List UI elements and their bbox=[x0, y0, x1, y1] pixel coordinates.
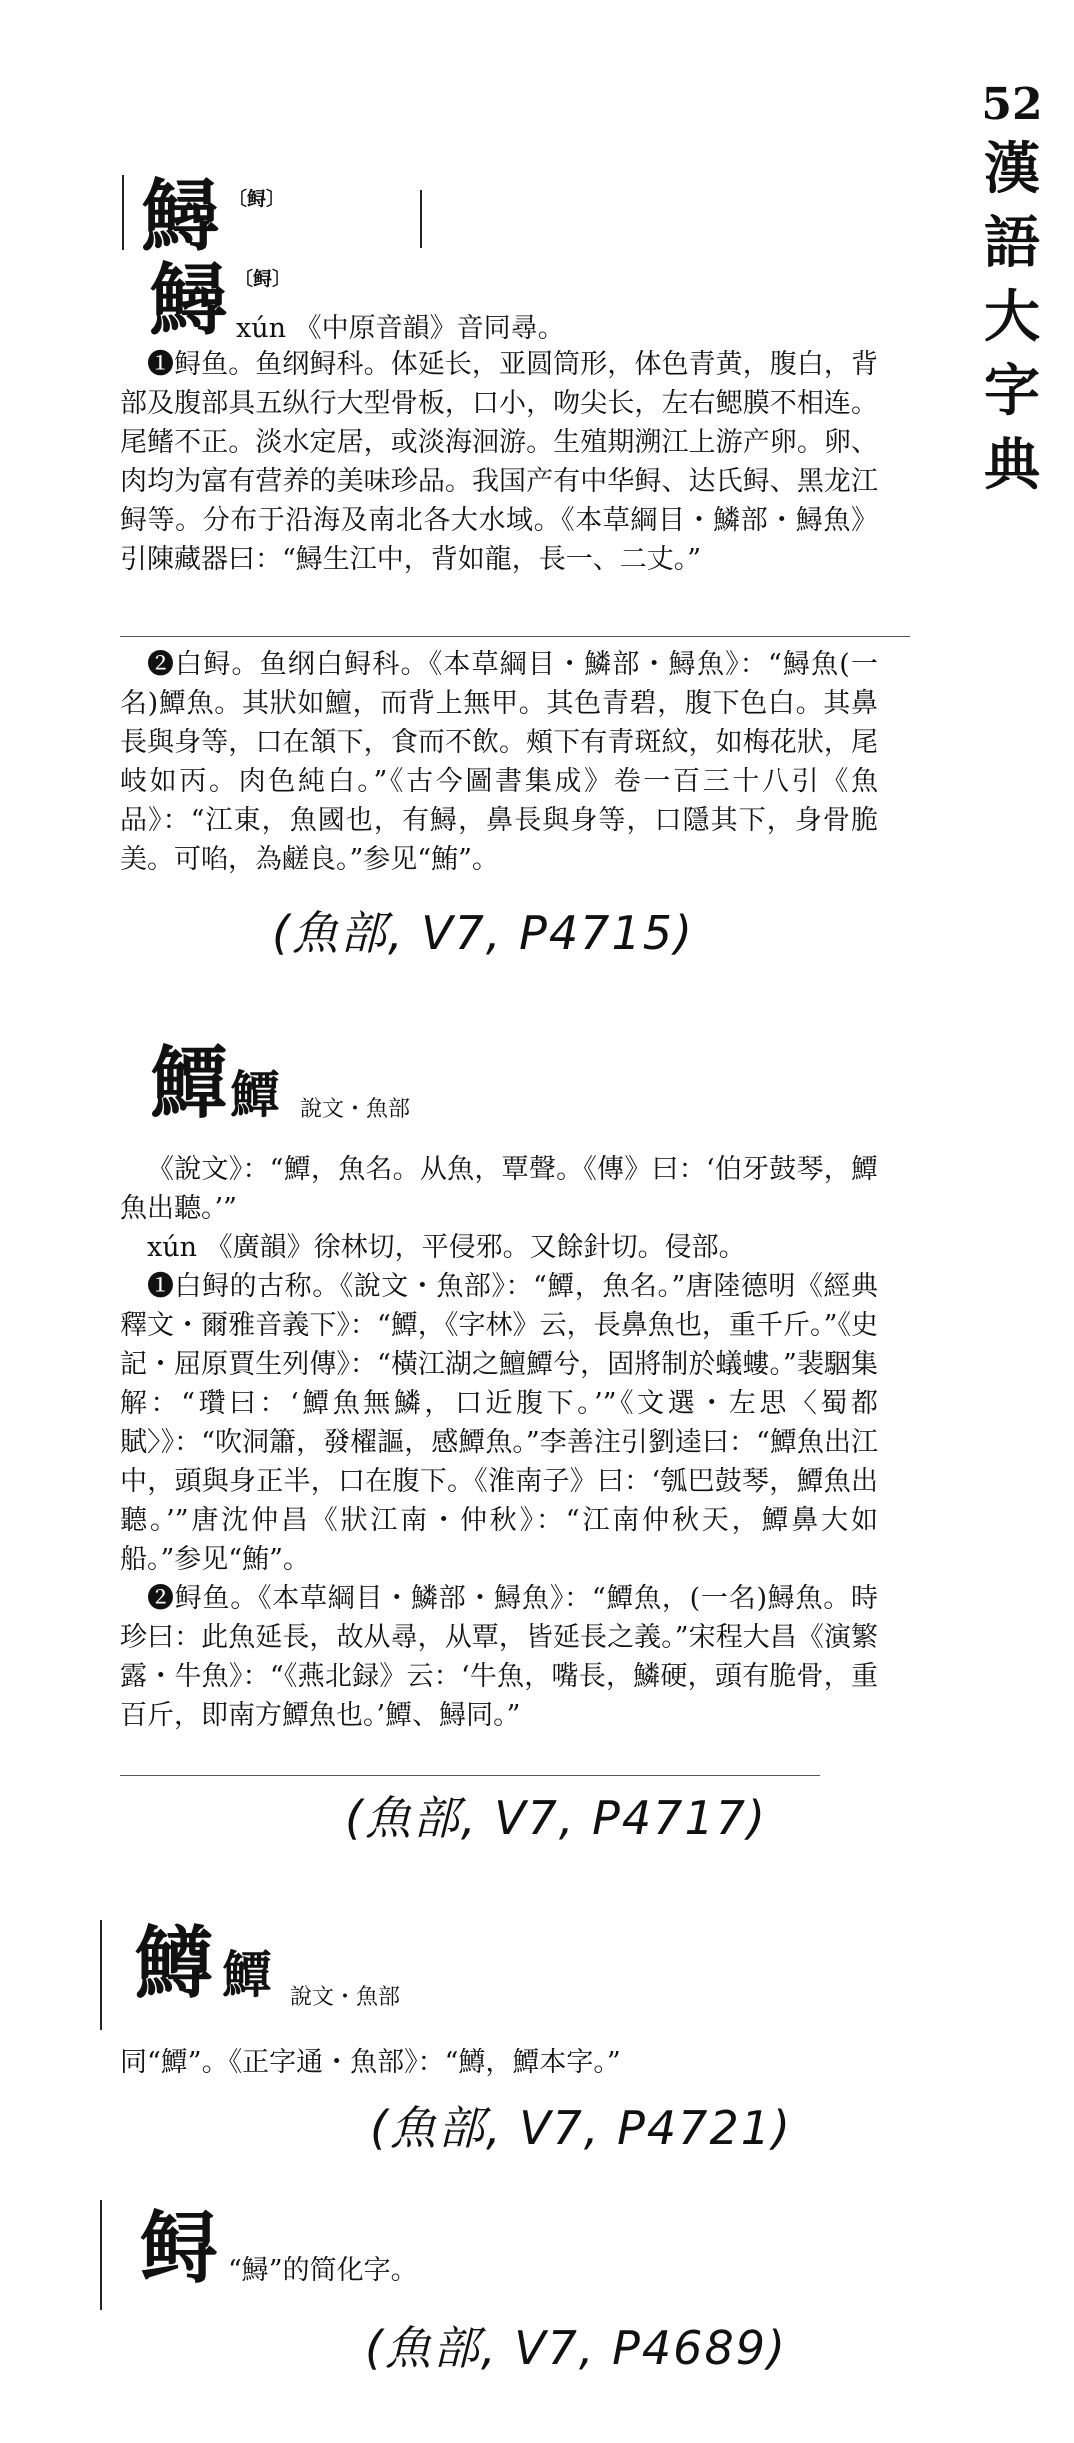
entry1-sense2: ❷白鲟。鱼纲白鲟科。《本草綱目・鱗部・鱘魚》：“鱘魚(一名)鱏魚。其狀如鱣，而背上無甲。其色青碧，腹下色白。其鼻長與身等，口在頷下，食而不飲。頰下有青斑紋，如梅花狀，尾岐如丙。肉色純白。”《古今圖書集成》卷一百三十八引《魚品》：“江東，魚國也，有鱘，鼻長與身等，口隱其下，身骨脆美。可啗，為鹺良。”参见“鮪”。 bbox=[120, 649, 878, 875]
book-title-char-5: 典 bbox=[984, 432, 1040, 498]
entry3-text: 同“鱏”。《正字通・魚部》：“鱒，鱏本字。” bbox=[120, 2047, 621, 2078]
clip-edge-right bbox=[420, 190, 422, 248]
entry1-handwritten-note: (魚部, V7, P4715) bbox=[272, 906, 694, 960]
entry3-headword: 鱒 bbox=[135, 1918, 214, 2009]
book-title-char-4: 字 bbox=[984, 358, 1040, 424]
page-header bbox=[972, 78, 1052, 502]
book-title-char-3: 大 bbox=[984, 284, 1040, 350]
entry3-source: 說文・魚部 bbox=[290, 1985, 401, 2010]
clip-edge-left bbox=[122, 175, 124, 250]
entry2-sense1: ❶白鲟的古称。《說文・魚部》：“鱏，魚名。”唐陸德明《經典釋文・爾雅音義下》：“鱏，《字林》云，長鼻魚也，重千斤。”《史記・屈原賈生列傳》：“橫江湖之鱣鱏兮，固將制於蟻螻。”裴駰集解：“瓚曰：‘鱏魚無鱗，口近腹下。’”《文選・左思〈蜀都賦〉》：“吹洞簫，發櫂謳，感鱏魚。”李善注引劉逵曰：“鱏魚出江中，頭與身正半，口在腹下。《淮南子》曰：‘瓠巴鼓琴，鱏魚出聽。’”唐沈仲昌《狀江南・仲秋》：“江南仲秋天，鱏鼻大如船。”参见“鮪”。 bbox=[120, 1271, 878, 1575]
entry3-seal-glyph: 鱏 bbox=[222, 1945, 272, 2004]
book-title-char-1: 漢 bbox=[984, 136, 1040, 202]
entry1-top-bracket: 〔鲟〕 bbox=[228, 188, 286, 210]
page-number: 52 bbox=[981, 79, 1043, 130]
divider bbox=[120, 636, 910, 637]
entry2-body bbox=[120, 1150, 878, 1735]
entry4-headword: 鲟 bbox=[140, 2203, 219, 2294]
entry2-sense2: ❷鲟鱼。《本草綱目・鱗部・鱘魚》：“鱏魚，(一名)鱘魚。時珍曰：此魚延長，故从尋，从覃，皆延長之義。”宋程大昌《演繁露・牛魚》：“《燕北録》云：‘牛魚，嘴長，鱗硬，頭有脆骨，重百斤，即南方鱏魚也。’鱏、鱘同。” bbox=[120, 1583, 878, 1731]
clip-edge-left bbox=[100, 2200, 102, 2310]
entry1-body bbox=[120, 345, 878, 579]
entry2-handwritten-note: (魚部, V7, P4717) bbox=[345, 1791, 767, 1845]
entry2-seal-glyph: 鱏 bbox=[230, 1065, 280, 1124]
entry4-text: “鱘”的简化字。 bbox=[228, 2255, 418, 2286]
entry1-body-2 bbox=[120, 645, 878, 879]
entry2-reading: xún 《廣韻》徐林切，平侵邪。又餘針切。侵部。 bbox=[147, 1232, 746, 1263]
entry2-headword: 鱏 bbox=[150, 1038, 229, 1129]
clip-edge-left bbox=[100, 1920, 102, 2030]
entry2-source: 說文・魚部 bbox=[300, 1097, 411, 1122]
entry3-handwritten-note: (魚部, V7, P4721) bbox=[370, 2101, 792, 2155]
book-title-char-2: 語 bbox=[984, 210, 1040, 276]
entry1-headword: 鱘 bbox=[150, 255, 229, 346]
entry1-sense1: ❶鲟鱼。鱼纲鲟科。体延长，亚圆筒形，体色青黄，腹白，背部及腹部具五纵行大型骨板，口小，吻尖长，左右鳃膜不相连。尾鳍不正。淡水定居，或淡海洄游。生殖期溯江上游产卵。卵、肉均为富有营养的美味珍品。我国产有中华鲟、达氏鲟、黑龙江鲟等。分布于沿海及南北各大水域。《本草綱目・鱗部・鱘魚》引陳藏器曰：“鱘生江中，背如龍，長一、二丈。” bbox=[120, 349, 878, 575]
entry1-bracket: 〔鲟〕 bbox=[234, 268, 292, 290]
entry2-quote: 《說文》：“鱏，魚名。从魚，覃聲。《傳》曰：‘伯牙鼓琴，鱏魚出聽。’” bbox=[120, 1154, 878, 1224]
entry1-top-headword: 鱘 bbox=[142, 171, 221, 262]
entry1-reading: xún 《中原音韻》音同尋。 bbox=[236, 313, 565, 344]
entry4-handwritten-note: (魚部, V7, P4689) bbox=[365, 2321, 787, 2375]
divider bbox=[120, 1775, 820, 1776]
